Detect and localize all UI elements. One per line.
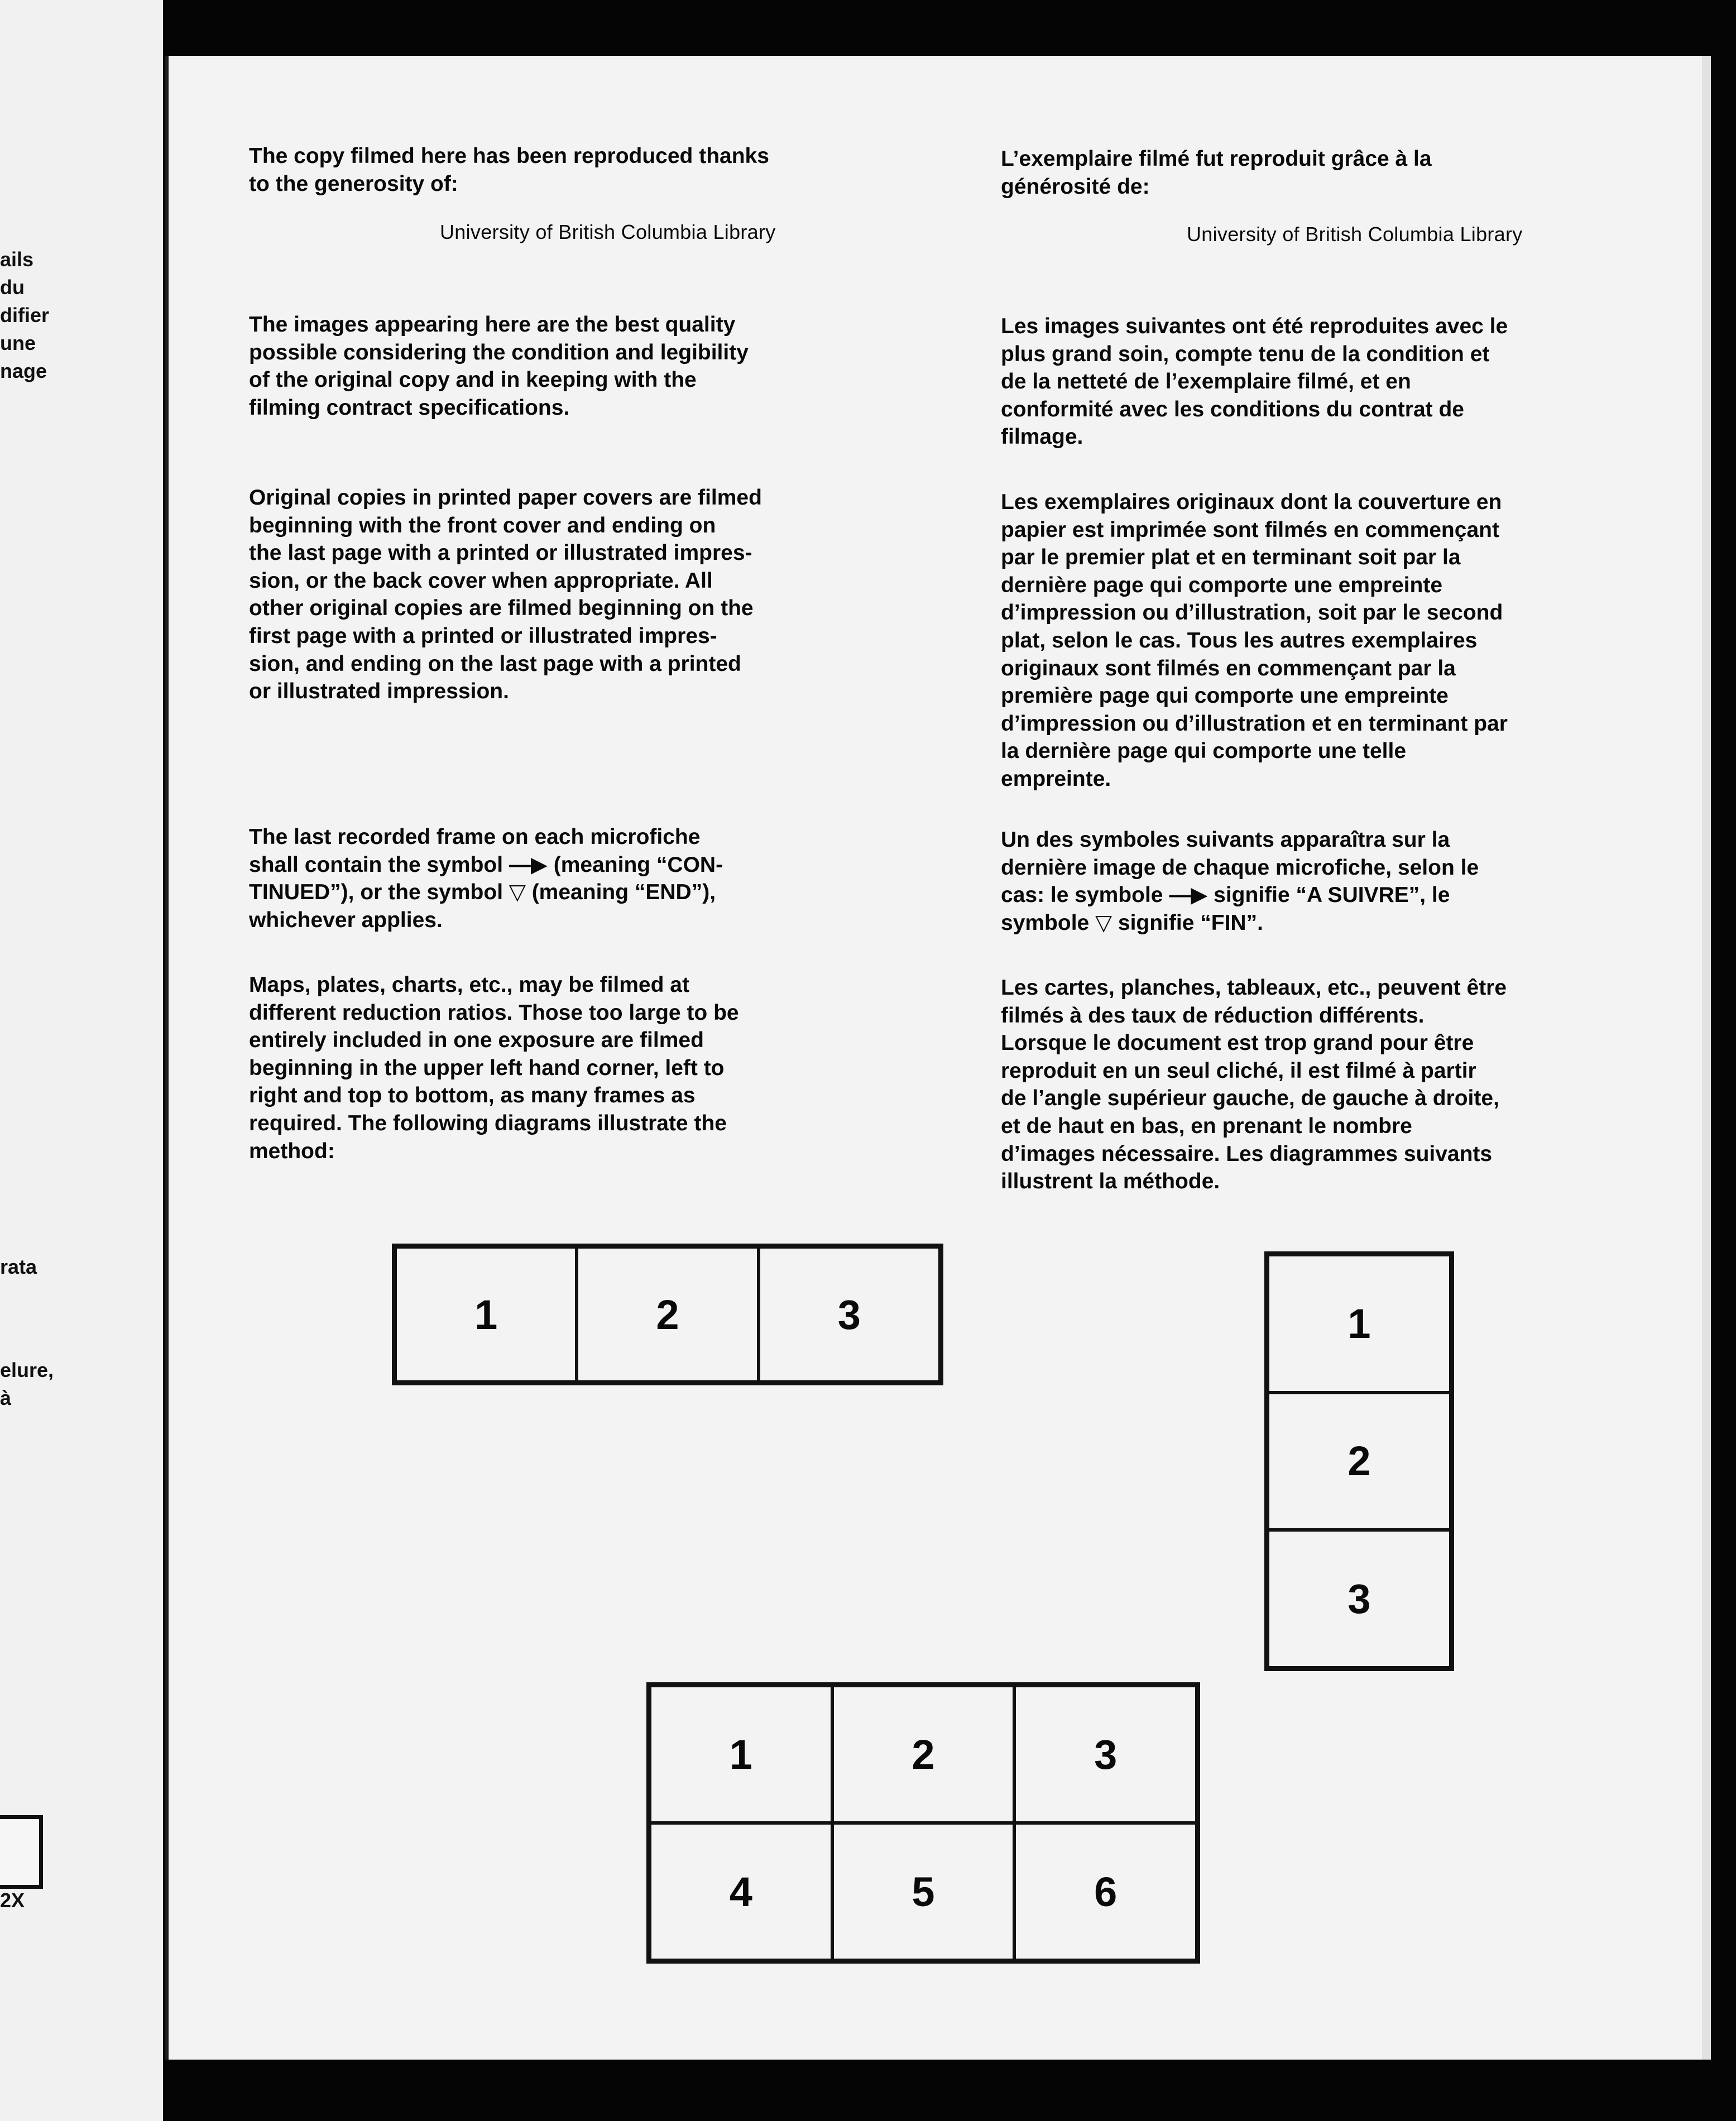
english-paragraph-symbols: The last recorded frame on each microfiche shall contain the symbol —▶ (meaning “CON- TINUED”), or the symbol ▽ (meaning “END”), whichever applies. bbox=[249, 825, 723, 932]
margin-fragment: nage bbox=[0, 359, 47, 382]
diagram-vertical-strip bbox=[1264, 1251, 1454, 1671]
frame-cell: 2 bbox=[577, 1247, 758, 1382]
margin-fragment: rata bbox=[0, 1255, 37, 1278]
diagram-horizontal-strip bbox=[392, 1244, 943, 1385]
frame-cell: 2 bbox=[1268, 1393, 1451, 1530]
english-paragraph-maps: Maps, plates, charts, etc., may be filmed at different reduction ratios. Those too large to be entirely included in one exposure are filmed beginning in the upper left hand corner, left to right and top to bottom, as many frames as required. The following diagrams illustrate the method: bbox=[249, 973, 739, 1163]
french-library-name: University of British Columbia Library bbox=[1187, 223, 1523, 246]
resolution-target-box bbox=[0, 1815, 43, 1889]
margin-fragment: une bbox=[0, 332, 36, 354]
margin-fragment: elure, bbox=[0, 1359, 54, 1381]
french-paragraph-maps: Les cartes, planches, tableaux, etc., peuvent être filmés à des taux de réduction différents. Lorsque le document est trop grand pour être reproduit en un seul cliché, il est filmé à partir de l’angle supérieur gauche, de gauche à droite, et de haut en bas, en prenant le nombre d’images nécessaire. Les diagrammes suivants illustrent la méthode. bbox=[1001, 976, 1507, 1194]
frame-cell: 3 bbox=[1014, 1686, 1197, 1823]
margin-fragment: du bbox=[0, 276, 25, 299]
frame-cell: 6 bbox=[1014, 1823, 1197, 1960]
french-paragraph-quality: Les images suivantes ont été reproduites avec le plus grand soin, compte tenu de la condition et de la netteté de l’exemplaire filmé, et en conformité avec les conditions du contrat de filmage. bbox=[1001, 314, 1508, 449]
frame-cell: 3 bbox=[1268, 1530, 1451, 1668]
frame-cell: 5 bbox=[832, 1823, 1015, 1960]
frame-cell: 1 bbox=[650, 1686, 832, 1823]
margin-fragment: 2X bbox=[0, 1889, 25, 1912]
diagram-grid-2x3 bbox=[646, 1682, 1200, 1964]
margin-fragment: à bbox=[0, 1386, 12, 1409]
french-paragraph-originals: Les exemplaires originaux dont la couverture en papier est imprimée sont filmés en commençant par le premier plat et en terminant soit par la dernière page qui comporte une empreinte d’impression ou d’illustration, soit par le second plat, selon le cas. Tous les autres exemplaires originaux sont filmés en commençant par la première page qui comporte une empreinte d’impression ou d’illustration et en terminant par la dernière page qui comporte une telle empreinte. bbox=[1001, 490, 1508, 791]
frame-cell: 1 bbox=[1268, 1255, 1451, 1393]
french-intro: L’exemplaire filmé fut reproduit grâce à la générosité de: bbox=[1001, 147, 1432, 199]
frame-cell: 1 bbox=[395, 1247, 577, 1382]
frame-cell: 2 bbox=[832, 1686, 1015, 1823]
margin-fragment: ails bbox=[0, 248, 34, 271]
english-paragraph-quality: The images appearing here are the best quality possible considering the condition and legibility of the original copy and in keeping with the filming contract specifications. bbox=[249, 313, 749, 420]
frame-cell: 3 bbox=[759, 1247, 940, 1382]
french-paragraph-symbols: Un des symboles suivants apparaîtra sur la dernière image de chaque microfiche, selon le cas: le symbole —▶ signifie “A SUIVRE”, le symbole ▽ signifie “FIN”. bbox=[1001, 828, 1479, 935]
english-paragraph-originals: Original copies in printed paper covers are filmed beginning with the front cover and ending on the last page with a printed or illustrated impres- sion, or the back cover when appropriate. All other original copies are filmed beginning on the first page with a printed or illustrated impres- sion, and ending on the last page with a printed or illustrated impression. bbox=[249, 486, 762, 704]
page-edge bbox=[1702, 56, 1711, 2060]
english-intro: The copy filmed here has been reproduced thanks to the generosity of: bbox=[249, 144, 769, 196]
english-library-name: University of British Columbia Library bbox=[440, 220, 776, 243]
margin-fragment: difier bbox=[0, 304, 50, 327]
previous-page-edge bbox=[0, 0, 163, 2121]
frame-cell: 4 bbox=[650, 1823, 832, 1960]
